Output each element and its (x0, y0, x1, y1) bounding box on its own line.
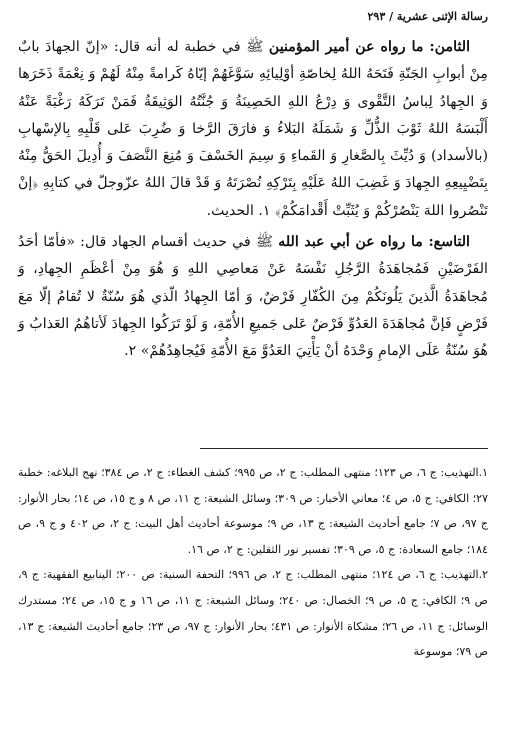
footnote-separator (200, 448, 488, 449)
paragraph-body: ﷺ في خطبة له أنه قال: «إنّ الجهادَ بابٌ مِنْ أبوابِ الجَنّةِ فَتَحَهُ اللهُ لِخاصّةِ أوْلِيائِهِ سَوَّغَهُمْ إيّاهُ كَرامةً مِنْهُ لَهُمْ وَ نِعْمَةً ذَخَرَها وَ الجِهادُ لِباسُ التَّقْوى وَ دِرْعُ اللهِ الحَصِينَةُ وَ جُنَّتُهُ الوَثِيقَةُ فَمَنْ تَرَكَهُ رَغْبَةً عَنْهُ أَلْبَسَهُ اللهُ ثَوْبَ الذُّلِّ وَ شَمَلَهُ البَلاءُ وَ فارَقَ الرَّخا وَ ضُرِبَ عَلى قَلْبِهِ بِالإسْهابِ (بالأسداد) وَ دُيِّثَ بِالصَّغارِ وَ القَماءِ وَ سِيمَ الخَسْفَ وَ مُنِعَ النَّصَفَ وَ أُدِيلَ الحَقُّ مِنْهُ بِتَضْيِيعِهِ الجِهادَ وَ غَضِبَ اللهُ عَلَيْهِ بِتَرْكِهِ نُصْرَتَهُ وَ قَدْ قالَ اللهُ عزّوجلّ في كتابِهِ ﴿إنْ تَنْصُروا اللهَ يَنْصُرْكُمْ وَ يُثَبِّتْ أَقْدامَكُمْ﴾ ١. الحديث. (18, 39, 488, 219)
main-text (18, 34, 488, 370)
footnote-2: ٢.التهذيب: ج ٦، ص ١٢٤؛ منتهى المطلب: ج ٢، ص ٩٩٦؛ التحفة السنية: ص ٢٠٠؛ الينابيع الفقهية: ج ٩، ص ٩؛ الكافي: ج ٥، ص ٩؛ الخصال: ص ٢٤٠؛ وسائل الشيعة: ج ١١، ص ١٦ و ج ١٥، ص ٢٤؛ مستدرك الوسائل: ج ١١، ص ٢٦؛ مشكاة الأنوار: ص ٤٣١؛ بحار الأنوار: ج ٩٧، ص ٢٣؛ جامع أحاديث الشيعة: ج ١٣، ص ٧٩؛ موسوعة (18, 568, 489, 659)
paragraph-body: ﷺ في حديث أقسام الجهاد قال: «فأمّا أحَدُ الفَرْضَيْنِ فَمُجاهَدَةُ الرَّجُلِ نَفْسَهُ عَنْ مَعاصِي اللهِ وَ هُوَ مِنْ أعْظَمِ الجِهادِ، وَ مُجاهَدَةُ الَّذينَ يَلُونَكُمْ مِنَ الكُفّارِ فَرْضٌ، وَ أمّا الجِهادُ الّذي هُوَ سُنّةٌ لا تُقامُ إلّا مَعَ فَرْضٍ فَإنَّ مُجاهَدَةَ العَدُوِّ فَرْضٌ عَلى جَميعِ الأُمّةِ، وَ لَوْ تَرَكُوا الجِهادَ لَأتاهُمُ العَذابُ وَ هُوَ سُنّةٌ عَلَى الإمامِ وَحْدَهُ أنْ يَأْتِيَ العَدُوَّ مَعَ الأُمّةِ فَيُجاهِدُهُمْ» ٢. (18, 234, 488, 360)
footnotes (18, 460, 488, 665)
paragraph-eighth (18, 34, 488, 225)
paragraph-lead: التاسع: ما رواه عن أبي عبد الله (278, 234, 470, 251)
book-page (18, 8, 488, 736)
running-header: رسالة الإثنى عشرية / ٢٩٣ (367, 10, 488, 23)
paragraph-ninth (18, 229, 488, 365)
footnote-1: ١.التهذيب: ج ٦، ص ١٢٣؛ منتهى المطلب: ج ٢، ص ٩٩٥؛ كشف الغطاء: ج ٢، ص ٣٨٤؛ نهج البلاغه: خطبة ٢٧؛ الكافي: ج ٥، ص ٤؛ معاني الأخبار: ص ٣٠٩؛ وسائل الشيعة: ج ١١، ص ٨ و ج ١٥، ص ١٤؛ بحار الأنوار: ج ٩٧، ص ٧؛ جامع أحاديث الشيعة: ج ١٣، ص ٩؛ موسوعة أحاديث أهل البيت: ج ٢، ص ٤٠٢ و ج ٩، ص ١٨٤؛ جامع السعادة: ج ٥، ص ٣٠٩؛ تفسير نور الثقلين: ج ٢، ص ١٦. (18, 466, 489, 556)
paragraph-lead: الثامن: ما رواه عن أمير المؤمنين (268, 39, 471, 55)
